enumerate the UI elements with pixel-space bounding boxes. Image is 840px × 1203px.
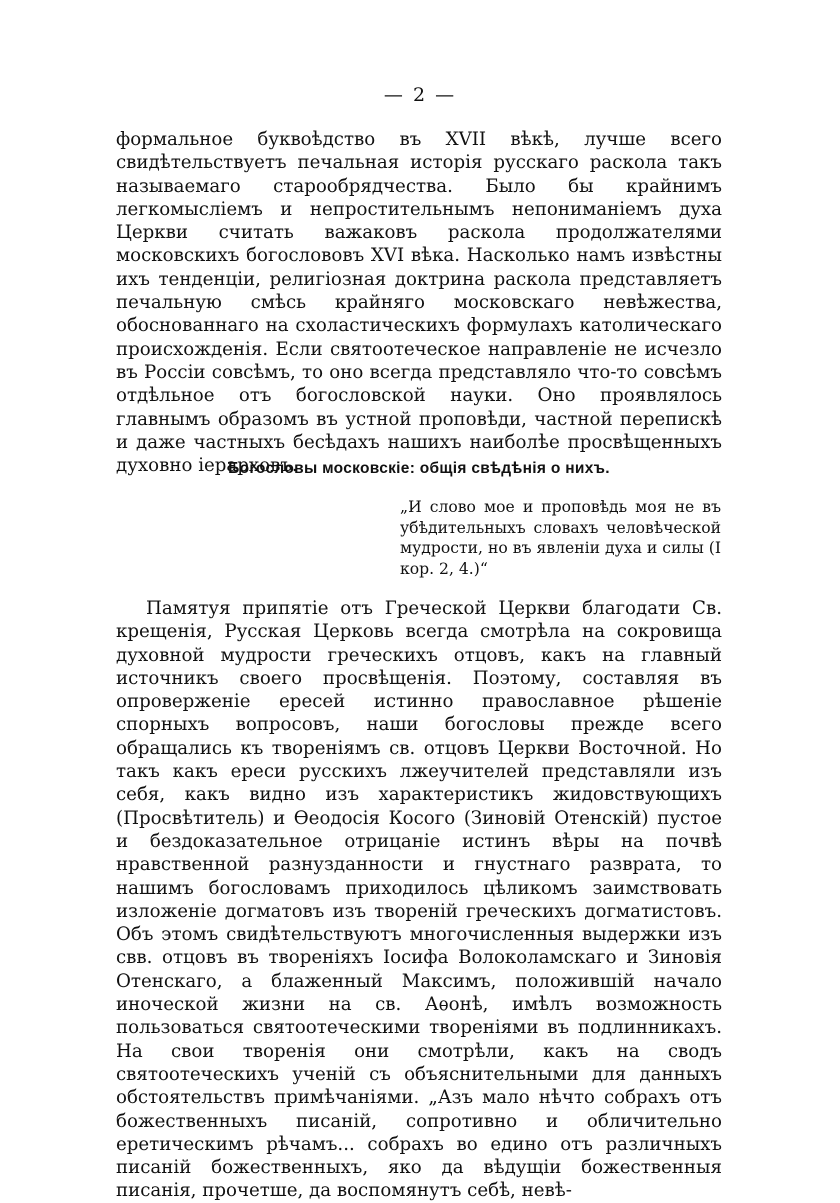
section-heading: Богословы московскіе: общія свѣдѣнія о нихъ. (228, 460, 610, 477)
paragraph-continuation: формальное буквоѣдство въ XVII вѣкѣ, лучше всего свидѣтельствуетъ печальная исторія русскаго раскола такъ называемаго старообрядчества. Было бы крайнимъ легкомысліемъ и непростительнымъ непониманіемъ духа Церкви считать важаковъ раскола продолжателями московскихъ богослововъ XVI вѣка. Насколько намъ извѣстны ихъ тенденціи, религіозная доктрина раскола представляетъ печальную смѣсь крайняго московскаго невѣжества, обоснованнаго на схоластическихъ формулахъ католическаго происхожденія. Если святоотеческое направленіе не исчезло въ Россіи совсѣмъ, то оно всегда представляло что-то совсѣмъ отдѣльное отъ богословской науки. Оно проявлялось главнымъ образомъ въ устной проповѣди, частной перепискѣ и даже частныхъ бесѣдахъ нашихъ наиболѣе просвѣщенныхъ духовно іерарховъ. (116, 129, 722, 477)
epigraph-quote: „И слово мое и проповѣдь моя не въ убѣдительныхъ словахъ человѣческой мудрости, но въ явленіи духа и силы (I кор. 2, 4.)“ (400, 498, 721, 578)
paragraph-main: Памятуя припятіе отъ Греческой Церкви благодати Св. крещенія, Русская Церковь всегда смотрѣла на сокровища духовной мудрости греческихъ отцовъ, какъ на главный источникъ своего просвѣщенія. Поэтому, составляя въ опроверженіе ересей истинно православное рѣшеніе спорныхъ вопросовъ, наши богословы прежде всего обращались къ твореніямъ св. отцовъ Церкви Восточной. Но такъ какъ ереси русскихъ лжеучителей представляли изъ себя, какъ видно изъ характеристикъ жидовствующихъ (Просвѣтитель) и Ѳеодосія Косого (Зиновій Отенскій) пустое и бездоказательное отрицаніе истинъ вѣры на почвѣ нравственной разнузданности и гнустнаго разврата, то нашимъ богословамъ приходилось цѣликомъ заимствовать изложеніе догматовъ изъ твореній греческихъ догматистовъ. Объ этомъ свидѣтельствуютъ многочисленныя выдержки изъ свв. отцовъ въ твореніяхъ Іосифа Волоколамскаго и Зиновія Отенскаго, а блаженный Максимъ, положившій начало иноческой жизни на св. Аѳонѣ, имѣлъ возможность пользоваться святоотеческими твореніями въ подлинникахъ. На свои творенія они смотрѣли, какъ на сводъ святоотеческихъ ученій съ объяснительными для данныхъ обстоятельствъ примѣчаніями. „Азъ мало нѣчто собрахъ отъ божественныхъ писаній, сопротивно и обличительно еретическимъ рѣчамъ... собрахъ во едино отъ различныхъ писаній божественныхъ, яко да вѣдущіи божественныя писанія, прочетше, да воспомянутъ себѣ, невѣ- (116, 598, 722, 1202)
page-number: — 2 — (383, 84, 457, 106)
